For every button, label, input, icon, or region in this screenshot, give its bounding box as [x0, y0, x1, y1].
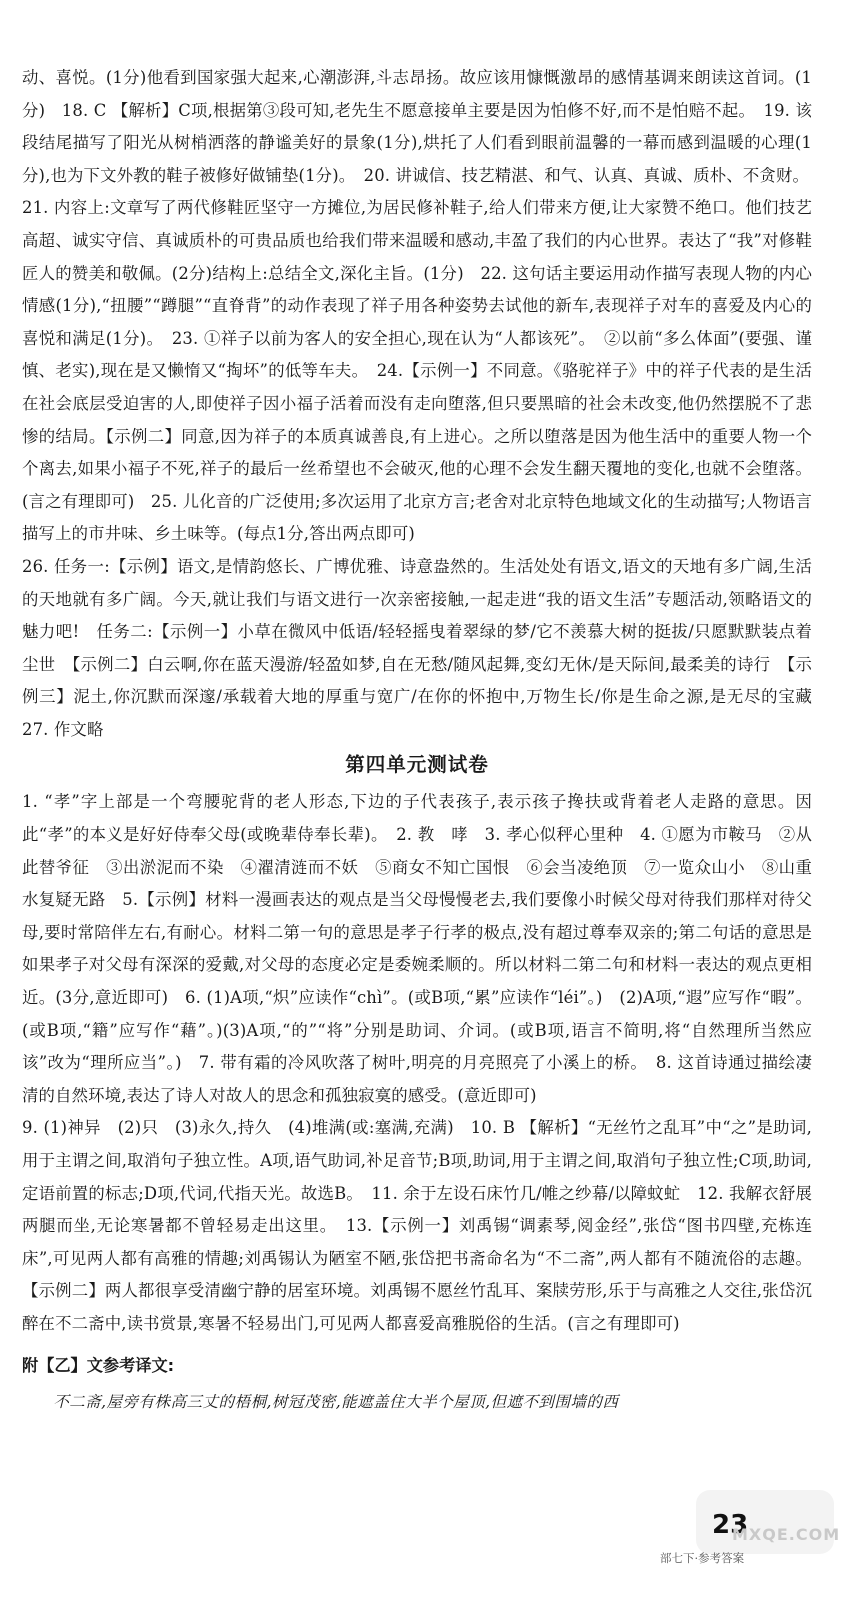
watermark-text: MXQE.COM — [732, 1525, 841, 1544]
footer-label: 部七下·参考答案 — [660, 1551, 745, 1565]
answer-paragraph-1: 动、喜悦。(1分)他看到国家强大起来,心潮澎湃,斗志昂扬。故应该用慷慨激昂的感情基调来朗读这首词。(1分) 18. C 【解析】C项,根据第③段可知,老先生不愿意接单主要是因为怕修不好,而不是怕赔不起。 19. 该段结尾描写了阳光从树梢洒落的静谧美好的景象(1分),烘托了人们看到眼前温馨的一幕而感到温暖的心理(1分),也为下文外教的鞋子被修好做铺垫(1分)。 20. 讲诚信、技艺精湛、和气、认真、真诚、质朴、不贪财。 — [22, 68, 812, 185]
answer-paragraph-2: 21. 内容上:文章写了两代修鞋匠坚守一方摊位,为居民修补鞋子,给人们带来方便,让大家赞不绝口。他们技艺高超、诚实守信、真诚质朴的可贵品质也给我们带来温暖和感动,丰盈了我们的内心世界。表达了“我”对修鞋匠人的赞美和敬佩。(2分)结构上:总结全文,深化主旨。(1分) 22. 这句话主要运用动作描写表现人物的内心情感(1分),“扭腰”“蹲腿”“直脊背”的动作表现了祥子用各种姿势去试他的新车,表现祥子对车的喜爱及内心的喜悦和满足(1分)。 23. ①祥子以前为客人的安全担心,现在认为“人都该死”。 ②以前“多么体面”(要强、谨慎、老实),现在是又懒惰又“掏坏”的低等车夫。 24.【示例一】不同意。《骆驼祥子》中的祥子代表的是生活在社会底层受迫害的人,即使祥子因小福子活着而没有走向堕落,但只要黑暗的社会未改变,他仍然摆脱不了悲惨的结局。【示例二】同意,因为祥子的本质真诚善良,有上进心。之所以堕落是因为他生活中的重要人物一个个离去,如果小福子不死,祥子的最后一丝希望也不会破灭,他的心理不会发生翻天覆地的变化,也就不会堕落。(言之有理即可) 25. 儿化音的广泛使用;多次运用了北京方言;老舍对北京特色地域文化的生动描写;人物语言描写上的市井味、乡土味等。(每点1分,答出两点即可) — [22, 198, 812, 544]
section-paragraph-1: 1. “孝”字上部是一个弯腰驼背的老人形态,下边的子代表孩子,表示孩子搀扶或背着老人走路的意思。因此“孝”的本义是好好侍奉父母(或晚辈侍奉长辈)。 2. 教 哮 3. 孝心似秤心里种 4. ①愿为市鞍马 ②从此替爷征 ③出淤泥而不染 ④濯清涟而不妖 ⑤商女不知亡国恨 ⑥会当凌绝顶 ⑦一览众山小 ⑧山重水复疑无路 5.【示例】材料一漫画表达的观点是当父母慢慢老去,我们要像小时候父母对待我们那样对待父母,要时常陪伴左右,有耐心。材料二第一句的意思是孝子行孝的极点,没有超过尊奉双亲的;第二句话的意思是如果孝子对父母有深深的爱戴,对父母的态度必定是委婉柔顺的。所以材料二第二句和材料一表达的观点更相近。(3分,意近即可) 6. (1)A项,“炽”应读作“chì”。(或B项,“累”应读作“léi”。) (2)A项,“遐”应写作“暇”。(或B项,“籍”应写作“藉”。)(3)A项,“的”“将”分别是助词、介词。(或B项,语言不简明,将“自然理所当然应该”改为“理所应当”。) 7. 带有霜的冷风吹落了树叶,明亮的月亮照亮了小溪上的桥。 8. 这首诗通过描绘凄清的自然环境,表达了诗人对故人的思念和孤独寂寞的感受。(意近即可) — [22, 792, 812, 1105]
section-title: 第四单元测试卷 — [345, 753, 489, 777]
appendix-heading: 附【乙】文参考译文: — [22, 1355, 175, 1375]
section-paragraph-2: 9. (1)神异 (2)只 (3)永久,持久 (4)堆满(或:塞满,充满) 10. B 【解析】“无丝竹之乱耳”中“之”是助词,用于主谓之间,取消句子独立性。A项,语气助词,补足音节;B项,助词,用于主谓之间,取消句子独立性;C项,助词,定语前置的标志;D项,代词,代指天光。故选B。 11. 余于左设石床竹几/帷之纱幕/以障蚊虻 12. 我解衣舒展两腿而坐,无论寒暑都不曾轻易走出这里。 13.【示例一】刘禹锡“调素琴,阅金经”,张岱“图书四壁,充栋连床”,可见两人都有高雅的情趣;刘禹锡认为陋室不陋,张岱把书斋命名为“不二斋”,两人都有不随流俗的志趣。【示例二】两人都很享受清幽宁静的居室环境。刘禹锡不愿丝竹乱耳、案牍劳形,乐于与高雅之人交往,张岱沉醉在不二斋中,读书赏景,寒暑不轻易出门,可见两人都喜爱高雅脱俗的生活。(言之有理即可) — [22, 1118, 812, 1333]
page-number: 23 — [712, 1510, 749, 1540]
translation-text: 不二斋,屋旁有株高三丈的梧桐,树冠茂密,能遮盖住大半个屋顶,但遮不到围墙的西 — [53, 1392, 619, 1411]
page-content — [22, 62, 829, 1417]
answer-paragraph-3: 26. 任务一:【示例】语文,是情韵悠长、广博优雅、诗意盎然的。生活处处有语文,语文的天地有多广阔,生活的天地就有多广阔。今天,就让我们与语文进行一次亲密接触,一起走进“我的语文生活”专题活动,领略语文的魅力吧! 任务二:【示例一】小草在微风中低语/轻轻摇曳着翠绿的梦/它不羡慕大树的挺拔/只愿默默装点着尘世 【示例二】白云啊,你在蓝天漫游/轻盈如梦,自在无愁/随风起舞,变幻无休/是天际间,最柔美的诗行 【示例三】泥土,你沉默而深邃/承载着大地的厚重与宽广/在你的怀抱中,万物生长/你是生命之源,是无尽的宝藏 27. 作文略 — [22, 556, 829, 739]
